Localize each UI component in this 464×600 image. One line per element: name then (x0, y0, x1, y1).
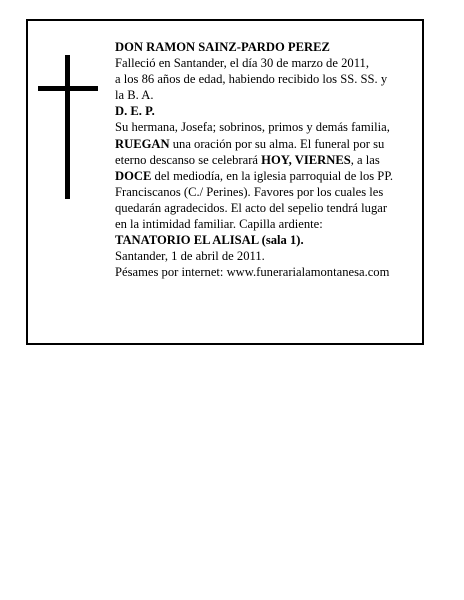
rip-line: D. E. P. (115, 104, 155, 119)
time-emphasis: DOCE (115, 168, 152, 183)
body-line-2: RUEGAN una oración por su alma. El funeral por su (115, 136, 385, 151)
cross-vertical-bar (65, 55, 70, 199)
cross-horizontal-bar (38, 86, 98, 91)
body-line-5: Franciscanos (C./ Perines). Favores por los cuales les (115, 184, 384, 199)
body-line-1: Su hermana, Josefa; sobrinos, primos y demás familia, (115, 120, 390, 135)
body-line-4: DOCE del mediodía, en la iglesia parroquial de los PP. (115, 168, 394, 183)
death-line-3: la B. A. (115, 88, 154, 103)
body-line-7: en la intimidad familiar. Capilla ardiente: (115, 217, 323, 232)
place-date: Santander, 1 de abril de 2011. (115, 249, 265, 264)
body-line-6: quedarán agradecidos. El acto del sepelio tendrá lugar (115, 200, 388, 215)
body-line-3: eterno descanso se celebrará HOY, VIERNES, a las (115, 152, 380, 167)
ruegan-emphasis: RUEGAN (115, 136, 170, 151)
obituary-text (115, 39, 423, 280)
condolences-line: Pésames por internet: www.funerarialamontanesa.com (115, 265, 390, 280)
funeral-home: TANATORIO EL ALISAL (sala 1). (115, 233, 304, 248)
death-line-2: a los 86 años de edad, habiendo recibido los SS. SS. y (115, 72, 388, 87)
deceased-name: DON RAMON SAINZ-PARDO PEREZ (115, 40, 330, 54)
death-line-1: Falleció en Santander, el día 30 de marzo de 2011, (115, 56, 369, 71)
latin-cross-icon (38, 55, 98, 199)
obituary-notice (26, 19, 424, 345)
day-emphasis: HOY, VIERNES (261, 152, 351, 167)
